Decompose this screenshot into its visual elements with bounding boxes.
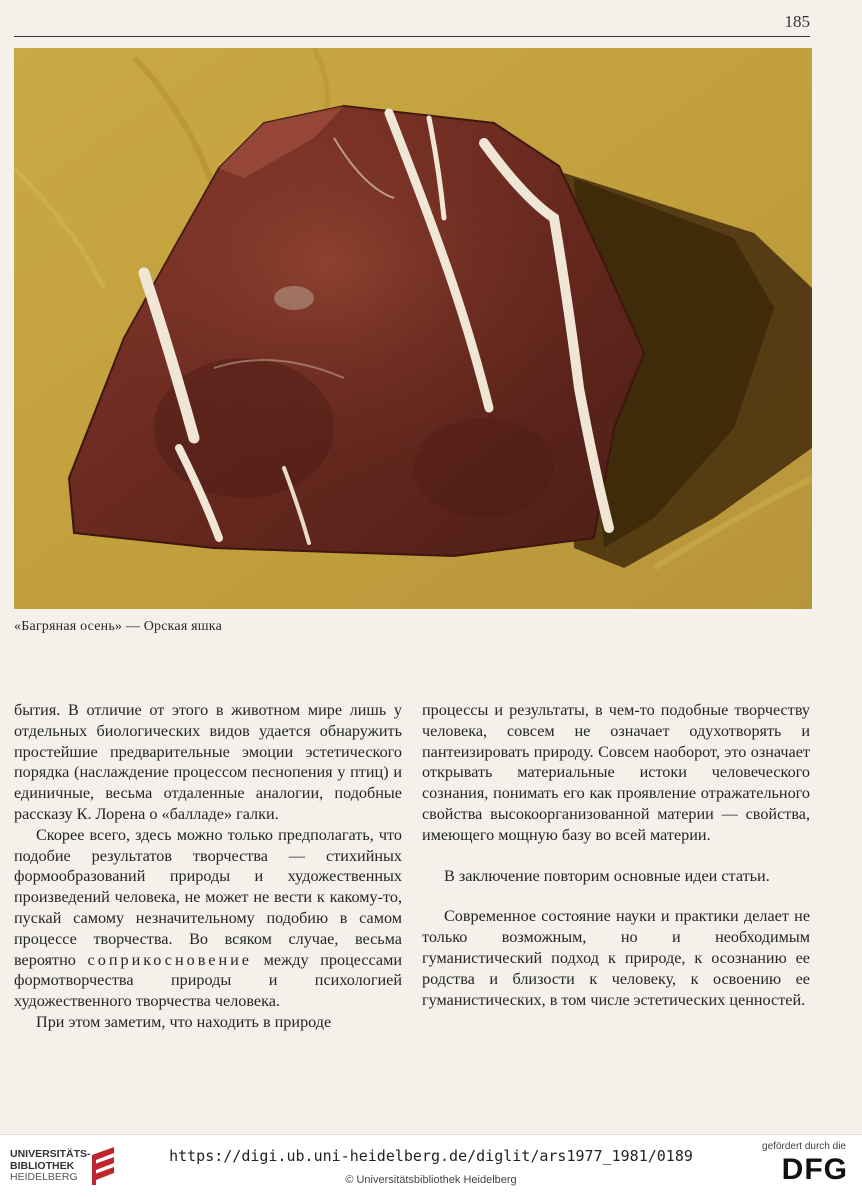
left-paragraph-3: При этом заметим, что находить в природе xyxy=(36,1012,332,1031)
right-text-column xyxy=(422,700,810,1010)
photo-caption: «Багряная осень» — Орская яшка xyxy=(14,619,222,634)
left-paragraph-2-end: между процессами формотворчества природы и психологией художественного творчества человека. xyxy=(14,950,402,1011)
document-url-link[interactable]: https://digi.ub.uni-heidelberg.de/diglit/ars1977_1981/0189 xyxy=(169,1147,693,1165)
copyright-notice: © Universitätsbibliothek Heidelberg xyxy=(345,1174,517,1186)
logo-line-3: HEIDELBERG xyxy=(10,1171,78,1183)
left-paragraph-1: бытия. В отличие от этого в животном мире лишь у отдельных биологических видов удается обнаружить простейшие предварительные эмоции эстетического порядка (наслаждение процессом песнопения у птиц) и единичные, весьма отдаленные аналогии, подобные рассказу К. Лорена о «балладе» галки. xyxy=(14,701,402,823)
right-paragraph-3: Современное состояние науки и практики делает не только возможным, но и необходимым гуманистический подход к природе, к осознанию ее родства и близости к человеку, к освоению ее гуманистических, в том числе эстетических ценностей. xyxy=(422,907,810,1009)
logo-line-2: BIBLIOTHEK xyxy=(10,1159,75,1172)
footer-bar xyxy=(0,1134,862,1197)
funding-label: gefördert durch die xyxy=(762,1141,846,1152)
spaced-emphasis-word: соприкосновение xyxy=(87,950,252,969)
left-paragraph-2 xyxy=(14,825,402,1012)
dfg-logo[interactable]: DFG xyxy=(781,1153,848,1186)
logo-line-1: UNIVERSITÄTS- xyxy=(10,1148,91,1160)
jasper-photograph xyxy=(14,48,812,609)
page-number: 185 xyxy=(784,12,810,31)
left-text-column xyxy=(14,700,402,1033)
right-paragraph-2: В заключение повторим основные идеи статьи. xyxy=(444,866,770,885)
right-paragraph-1: процессы и результаты, в чем-то подобные творчеству человека, совсем не означает одухотворять и пантеизировать природу. Совсем наоборот, это означает открывать материальные истоки человеческого сознания, понимать его как проявление отражательного свойства высокоорганизованной материи — свойства, имеющего мощную базу во всей материи. xyxy=(422,701,810,844)
header-rule xyxy=(14,36,810,37)
left-paragraph-2-start: Скорее всего, здесь можно только предполагать, что подобие результатов творчества — стихийных формообразований природы и художественных произведений человека, не может не вести к какому-то, пускай самому незначительному подобию в самом процессе творчества. Во всяком случае, весьма вероятно xyxy=(14,825,402,969)
